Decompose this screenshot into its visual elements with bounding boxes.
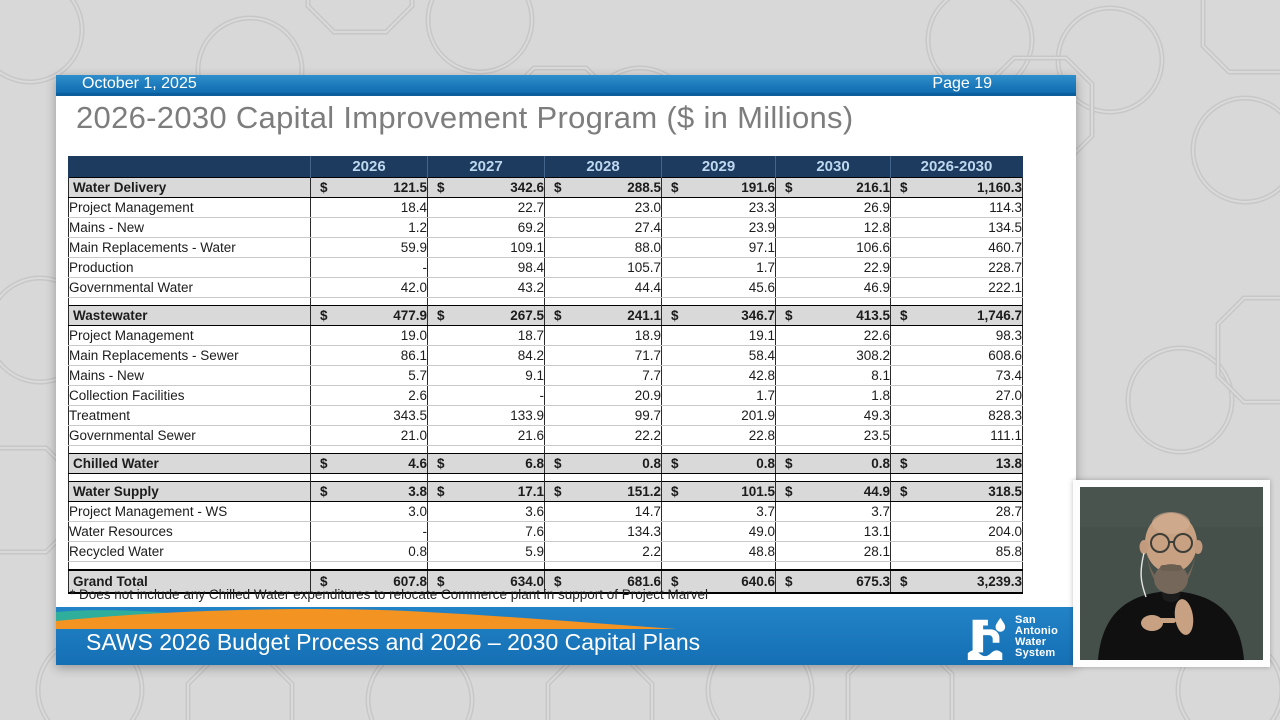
currency-symbol: $	[900, 484, 908, 499]
value-cell: 2.2	[545, 542, 662, 562]
table-row-water-delivery	[69, 178, 1023, 198]
currency-symbol: $	[320, 308, 328, 323]
spacer-row	[69, 446, 1023, 454]
spacer-cell	[891, 474, 1023, 482]
spacer-cell	[662, 298, 776, 306]
row-label: Project Management	[69, 198, 311, 218]
date-label: October 1, 2025	[82, 75, 197, 92]
currency-symbol: $	[900, 456, 908, 471]
value-cell: 98.4	[428, 258, 545, 278]
column-header-2029: 2029	[662, 156, 776, 178]
value-cell: 114.3	[891, 198, 1023, 218]
value-cell: $ 1,160.3	[891, 178, 1023, 198]
sign-language-interpreter-video	[1073, 480, 1270, 667]
value-cell: 14.7	[545, 502, 662, 522]
value-cell: 1.8	[776, 386, 891, 406]
row-label: Production	[69, 258, 311, 278]
value-cell: 26.9	[776, 198, 891, 218]
value-cell: $ 0.8	[545, 454, 662, 474]
currency-symbol: $	[671, 456, 679, 471]
logo-line: System	[1015, 647, 1056, 659]
spacer-cell	[311, 446, 428, 454]
value-cell: 9.1	[428, 366, 545, 386]
column-header-blank	[69, 156, 311, 178]
value-cell: $ 13.8	[891, 454, 1023, 474]
value-cell: 7.7	[545, 366, 662, 386]
table-row-project-management	[69, 326, 1023, 346]
currency-symbol: $	[900, 308, 908, 323]
value-cell: $ 413.5	[776, 306, 891, 326]
value-cell: $ 191.6	[662, 178, 776, 198]
spacer-cell	[428, 562, 545, 571]
value-cell: 12.8	[776, 218, 891, 238]
value-cell: 111.1	[891, 426, 1023, 446]
currency-symbol: $	[785, 484, 793, 499]
table-row-governmental-sewer	[69, 426, 1023, 446]
spacer-cell	[69, 446, 311, 454]
value-cell: 86.1	[311, 346, 428, 366]
interpreter-figure	[1080, 487, 1263, 660]
currency-symbol: $	[671, 574, 679, 589]
value-cell: $ 44.9	[776, 482, 891, 502]
currency-symbol: $	[437, 484, 445, 499]
spacer-cell	[776, 298, 891, 306]
currency-symbol: $	[554, 308, 562, 323]
value-cell: 45.6	[662, 278, 776, 298]
spacer-cell	[662, 474, 776, 482]
value-cell: 18.4	[311, 198, 428, 218]
slide-header-bar	[56, 75, 1076, 96]
column-header-2028: 2028	[545, 156, 662, 178]
table-row-recycled-water	[69, 542, 1023, 562]
row-label: Project Management	[69, 326, 311, 346]
value-cell: $ 101.5	[662, 482, 776, 502]
currency-symbol: $	[320, 574, 328, 589]
value-cell: 133.9	[428, 406, 545, 426]
value-cell: 106.6	[776, 238, 891, 258]
value-cell: -	[311, 258, 428, 278]
value-cell: $ 342.6	[428, 178, 545, 198]
table-row-main-replacements-sewer	[69, 346, 1023, 366]
value-cell: 42.8	[662, 366, 776, 386]
value-cell: $ 121.5	[311, 178, 428, 198]
spacer-row	[69, 474, 1023, 482]
table-row-mains-new	[69, 218, 1023, 238]
value-cell: 228.7	[891, 258, 1023, 278]
value-cell: $ 0.8	[776, 454, 891, 474]
table-header-row	[69, 156, 1023, 178]
value-cell: 98.3	[891, 326, 1023, 346]
logo-line: Antonio	[1015, 625, 1058, 637]
logo-line: San	[1015, 614, 1036, 626]
banner-title: SAWS 2026 Budget Process and 2026 – 2030 Capital Plans	[86, 629, 701, 655]
value-cell: $ 151.2	[545, 482, 662, 502]
value-cell: 88.0	[545, 238, 662, 258]
row-label: Recycled Water	[69, 542, 311, 562]
value-cell: 99.7	[545, 406, 662, 426]
value-cell: $ 346.7	[662, 306, 776, 326]
table-row-main-replacements-water	[69, 238, 1023, 258]
currency-symbol: $	[320, 456, 328, 471]
currency-symbol: $	[554, 574, 562, 589]
value-cell: 22.9	[776, 258, 891, 278]
value-cell: 23.0	[545, 198, 662, 218]
table-row-collection-facilities	[69, 386, 1023, 406]
saws-logo-text	[1015, 615, 1058, 659]
value-cell: $ 681.6	[545, 570, 662, 593]
value-cell: 1.7	[662, 386, 776, 406]
spacer-row	[69, 298, 1023, 306]
value-cell: $ 477.9	[311, 306, 428, 326]
value-cell: 28.1	[776, 542, 891, 562]
value-cell: $ 318.5	[891, 482, 1023, 502]
spacer-row	[69, 562, 1023, 571]
value-cell: $ 0.8	[662, 454, 776, 474]
value-cell: 3.7	[662, 502, 776, 522]
currency-symbol: $	[437, 574, 445, 589]
spacer-cell	[311, 298, 428, 306]
value-cell: 84.2	[428, 346, 545, 366]
value-cell: 3.6	[428, 502, 545, 522]
value-cell: 22.2	[545, 426, 662, 446]
spacer-cell	[428, 446, 545, 454]
column-header-2026: 2026	[311, 156, 428, 178]
row-label: Water Resources	[69, 522, 311, 542]
value-cell: 19.1	[662, 326, 776, 346]
value-cell: $ 288.5	[545, 178, 662, 198]
currency-symbol: $	[671, 308, 679, 323]
value-cell: 49.0	[662, 522, 776, 542]
value-cell: 22.8	[662, 426, 776, 446]
value-cell: 97.1	[662, 238, 776, 258]
row-label: Collection Facilities	[69, 386, 311, 406]
value-cell: 308.2	[776, 346, 891, 366]
value-cell: 21.0	[311, 426, 428, 446]
row-label: Main Replacements - Sewer	[69, 346, 311, 366]
row-label: Grand Total	[69, 570, 311, 593]
value-cell: 69.2	[428, 218, 545, 238]
currency-symbol: $	[554, 456, 562, 471]
value-cell: 5.9	[428, 542, 545, 562]
value-cell: 828.3	[891, 406, 1023, 426]
currency-symbol: $	[554, 180, 562, 195]
row-label: Governmental Water	[69, 278, 311, 298]
value-cell: 343.5	[311, 406, 428, 426]
row-label: Wastewater	[69, 306, 311, 326]
spacer-cell	[545, 562, 662, 571]
value-cell: 134.3	[545, 522, 662, 542]
value-cell: $ 634.0	[428, 570, 545, 593]
spacer-cell	[428, 298, 545, 306]
value-cell: 49.3	[776, 406, 891, 426]
spacer-cell	[776, 562, 891, 571]
table-row-water-resources	[69, 522, 1023, 542]
value-cell: 71.7	[545, 346, 662, 366]
row-label: Governmental Sewer	[69, 426, 311, 446]
spacer-cell	[69, 562, 311, 571]
value-cell: 43.2	[428, 278, 545, 298]
value-cell: 460.7	[891, 238, 1023, 258]
currency-symbol: $	[785, 456, 793, 471]
table-row-production	[69, 258, 1023, 278]
row-label: Main Replacements - Water	[69, 238, 311, 258]
value-cell: 19.0	[311, 326, 428, 346]
value-cell: $ 17.1	[428, 482, 545, 502]
value-cell: $ 640.6	[662, 570, 776, 593]
currency-symbol: $	[900, 180, 908, 195]
spacer-cell	[545, 298, 662, 306]
currency-symbol: $	[437, 308, 445, 323]
capital-improvement-table	[68, 156, 1023, 594]
value-cell: 23.5	[776, 426, 891, 446]
value-cell: $ 3,239.3	[891, 570, 1023, 593]
value-cell: $ 607.8	[311, 570, 428, 593]
value-cell: 85.8	[891, 542, 1023, 562]
currency-symbol: $	[785, 308, 793, 323]
table-row-governmental-water	[69, 278, 1023, 298]
value-cell: 201.9	[662, 406, 776, 426]
slide-title: 2026-2030 Capital Improvement Program ($ in Millions)	[76, 100, 854, 135]
currency-symbol: $	[785, 180, 793, 195]
spacer-cell	[69, 474, 311, 482]
value-cell: 28.7	[891, 502, 1023, 522]
currency-symbol: $	[671, 484, 679, 499]
spacer-cell	[662, 446, 776, 454]
currency-symbol: $	[785, 574, 793, 589]
value-cell: 204.0	[891, 522, 1023, 542]
spacer-cell	[545, 474, 662, 482]
spacer-cell	[891, 562, 1023, 571]
value-cell: 46.9	[776, 278, 891, 298]
value-cell: 27.4	[545, 218, 662, 238]
spacer-cell	[428, 474, 545, 482]
value-cell: 18.9	[545, 326, 662, 346]
value-cell: 58.4	[662, 346, 776, 366]
row-label: Chilled Water	[69, 454, 311, 474]
value-cell: 134.5	[891, 218, 1023, 238]
spacer-cell	[311, 562, 428, 571]
wave-decoration	[56, 607, 676, 629]
value-cell: $ 6.8	[428, 454, 545, 474]
footnote: * Does not include any Chilled Water expenditures to relocate Commerce plant in support of Project Marvel	[70, 587, 709, 602]
value-cell: $ 4.6	[311, 454, 428, 474]
value-cell: 48.8	[662, 542, 776, 562]
value-cell: 109.1	[428, 238, 545, 258]
value-cell: 8.1	[776, 366, 891, 386]
value-cell: $ 267.5	[428, 306, 545, 326]
table-row-project-management	[69, 198, 1023, 218]
saws-logo-mark-icon	[963, 614, 1009, 660]
table-row-chilled-water	[69, 454, 1023, 474]
table-row-project-management-ws	[69, 502, 1023, 522]
row-label: Project Management - WS	[69, 502, 311, 522]
value-cell: 59.9	[311, 238, 428, 258]
value-cell: 1.2	[311, 218, 428, 238]
row-label: Mains - New	[69, 366, 311, 386]
value-cell: 13.1	[776, 522, 891, 542]
value-cell: $ 216.1	[776, 178, 891, 198]
spacer-cell	[891, 446, 1023, 454]
value-cell: $ 675.3	[776, 570, 891, 593]
value-cell: 0.8	[311, 542, 428, 562]
currency-symbol: $	[900, 574, 908, 589]
value-cell: 222.1	[891, 278, 1023, 298]
value-cell: 20.9	[545, 386, 662, 406]
value-cell: 3.7	[776, 502, 891, 522]
currency-symbol: $	[671, 180, 679, 195]
value-cell: 5.7	[311, 366, 428, 386]
row-label: Water Supply	[69, 482, 311, 502]
presentation-slide	[56, 75, 1076, 665]
value-cell: 44.4	[545, 278, 662, 298]
column-header-2026-2030: 2026-2030	[891, 156, 1023, 178]
value-cell: 7.6	[428, 522, 545, 542]
row-label: Treatment	[69, 406, 311, 426]
page-number-label: Page 19	[932, 75, 992, 92]
currency-symbol: $	[320, 180, 328, 195]
spacer-cell	[776, 474, 891, 482]
value-cell: $ 3.8	[311, 482, 428, 502]
currency-symbol: $	[320, 484, 328, 499]
column-header-2027: 2027	[428, 156, 545, 178]
saws-logo	[963, 614, 1058, 660]
table-row-wastewater	[69, 306, 1023, 326]
spacer-cell	[891, 298, 1023, 306]
value-cell: 27.0	[891, 386, 1023, 406]
value-cell: 2.6	[311, 386, 428, 406]
value-cell: 23.3	[662, 198, 776, 218]
value-cell: -	[311, 522, 428, 542]
spacer-cell	[545, 446, 662, 454]
value-cell: 18.7	[428, 326, 545, 346]
value-cell: 1.7	[662, 258, 776, 278]
value-cell: 22.6	[776, 326, 891, 346]
table-body	[69, 178, 1023, 594]
value-cell: 73.4	[891, 366, 1023, 386]
value-cell: 22.7	[428, 198, 545, 218]
value-cell: 21.6	[428, 426, 545, 446]
value-cell: 42.0	[311, 278, 428, 298]
spacer-cell	[69, 298, 311, 306]
value-cell: 3.0	[311, 502, 428, 522]
spacer-cell	[311, 474, 428, 482]
currency-symbol: $	[437, 456, 445, 471]
value-cell: 23.9	[662, 218, 776, 238]
footer-banner	[56, 607, 1076, 665]
spacer-cell	[776, 446, 891, 454]
value-cell: 105.7	[545, 258, 662, 278]
value-cell: -	[428, 386, 545, 406]
logo-line: Water	[1015, 636, 1047, 648]
row-label: Water Delivery	[69, 178, 311, 198]
value-cell: 608.6	[891, 346, 1023, 366]
table-row-water-supply	[69, 482, 1023, 502]
table-row-mains-new	[69, 366, 1023, 386]
currency-symbol: $	[437, 180, 445, 195]
table-row-treatment	[69, 406, 1023, 426]
value-cell: $ 1,746.7	[891, 306, 1023, 326]
row-label: Mains - New	[69, 218, 311, 238]
currency-symbol: $	[554, 484, 562, 499]
spacer-cell	[662, 562, 776, 571]
column-header-2030: 2030	[776, 156, 891, 178]
value-cell: $ 241.1	[545, 306, 662, 326]
